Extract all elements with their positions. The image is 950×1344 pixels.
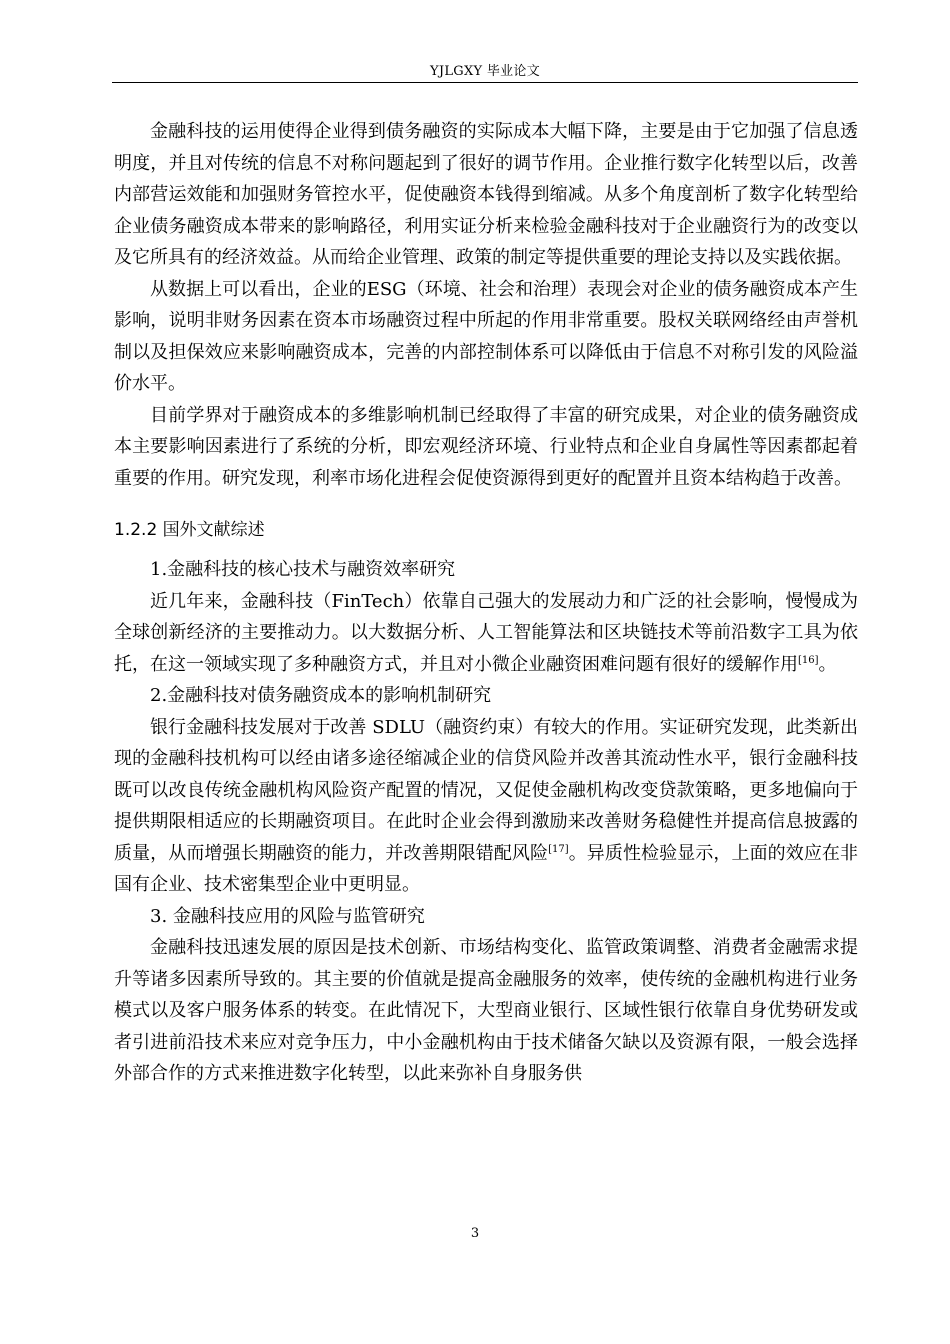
section-heading: 1.2.2 国外文献综述 (114, 520, 265, 540)
paragraph-2: 从数据上可以看出，企业的ESG（环境、社会和治理）表现会对企业的债务融资成本产生影响，说明非财务因素在资本市场融资过程中所起的作用非常重要。股权关联网络经由声誉机制以及担保效应来影响融资成本，完善的内部控制体系可以降低由于信息不对称引发的风险溢价水平。 (114, 278, 858, 394)
page-body (114, 116, 858, 1090)
paragraph-3: 目前学界对于融资成本的多维影响机制已经取得了丰富的研究成果，对企业的债务融资成本主要影响因素进行了系统的分析，即宏观经济环境、行业特点和企业自身属性等因素都起着重要的作用。研究发现，利率市场化进程会促使资源得到更好的配置并且资本结构趋于改善。 (114, 404, 858, 489)
paragraph-4-text: 近几年来，金融科技（FinTech）依靠自己强大的发展动力和广泛的社会影响，慢慢成为全球创新经济的主要推动力。以大数据分析、人工智能算法和区块链技术等前沿数字工具为依托，在这一领域实现了多种融资方式，并且对小微企业融资困难问题有很好的缓解作用 (114, 590, 858, 675)
citation-16: [16] (798, 654, 819, 666)
paragraph-5-text: 银行金融科技发展对于改善 SDLU（融资约束）有较大的作用。实证研究发现，此类新出现的金融科技机构可以经由诸多途径缩减企业的信贷风险并改善其流动性水平，银行金融科技既可以改良传统金融机构风险资产配置的情况，又促使金融机构改变贷款策略，更多地偏向于提供期限相适应的长期融资项目。在此时企业会得到激励来改善财务稳健性并提高信息披露的质量，从而增强长期融资的能力，并改善期限错配风险 (114, 716, 858, 864)
header-rule (112, 82, 858, 83)
paragraph-1: 金融科技的运用使得企业得到债务融资的实际成本大幅下降，主要是由于它加强了信息透明度，并且对传统的信息不对称问题起到了很好的调节作用。企业推行数字化转型以后，改善内部营运效能和加强财务管控水平，促使融资本钱得到缩减。从多个角度剖析了数字化转型给企业债务融资成本带来的影响路径，利用实证分析来检验金融科技对于企业融资行为的改变以及它所具有的经济效益。从而给企业管理、政策的制定等提供重要的理论支持以及实践依据。 (114, 121, 858, 268)
running-header: YJLGXY 毕业论文 (429, 64, 541, 79)
paragraph-4 (114, 586, 858, 681)
subheading-3: 3. 金融科技应用的风险与监管研究 (150, 905, 425, 927)
paragraph-4-tail: 。 (818, 653, 837, 675)
subheading-1: 1.金融科技的核心技术与融资效率研究 (150, 559, 456, 580)
paragraph-5 (114, 712, 858, 901)
paragraph-6: 金融科技迅速发展的原因是技术创新、市场结构变化、监管政策调整、消费者金融需求提升等诸多因素所导致的。其主要的价值就是提高金融服务的效率，使传统的金融机构进行业务模式以及客户服务体系的转变。在此情况下，大型商业银行、区域性银行依靠自身优势研发或者引进前沿技术来应对竞争压力，中小金融机构由于技术储备欠缺以及资源有限，一般会选择外部合作的方式来推进数字化转型，以此来弥补自身服务供 (114, 937, 858, 1084)
page-number: 3 (470, 1226, 480, 1241)
paragraph-5-tail: 。异质性检验显示，上面的效应在非国有企业、技术密集型企业中更明显。 (114, 842, 859, 895)
subheading-2: 2.金融科技对债务融资成本的影响机制研究 (150, 685, 492, 706)
citation-17: [17] (548, 843, 569, 855)
